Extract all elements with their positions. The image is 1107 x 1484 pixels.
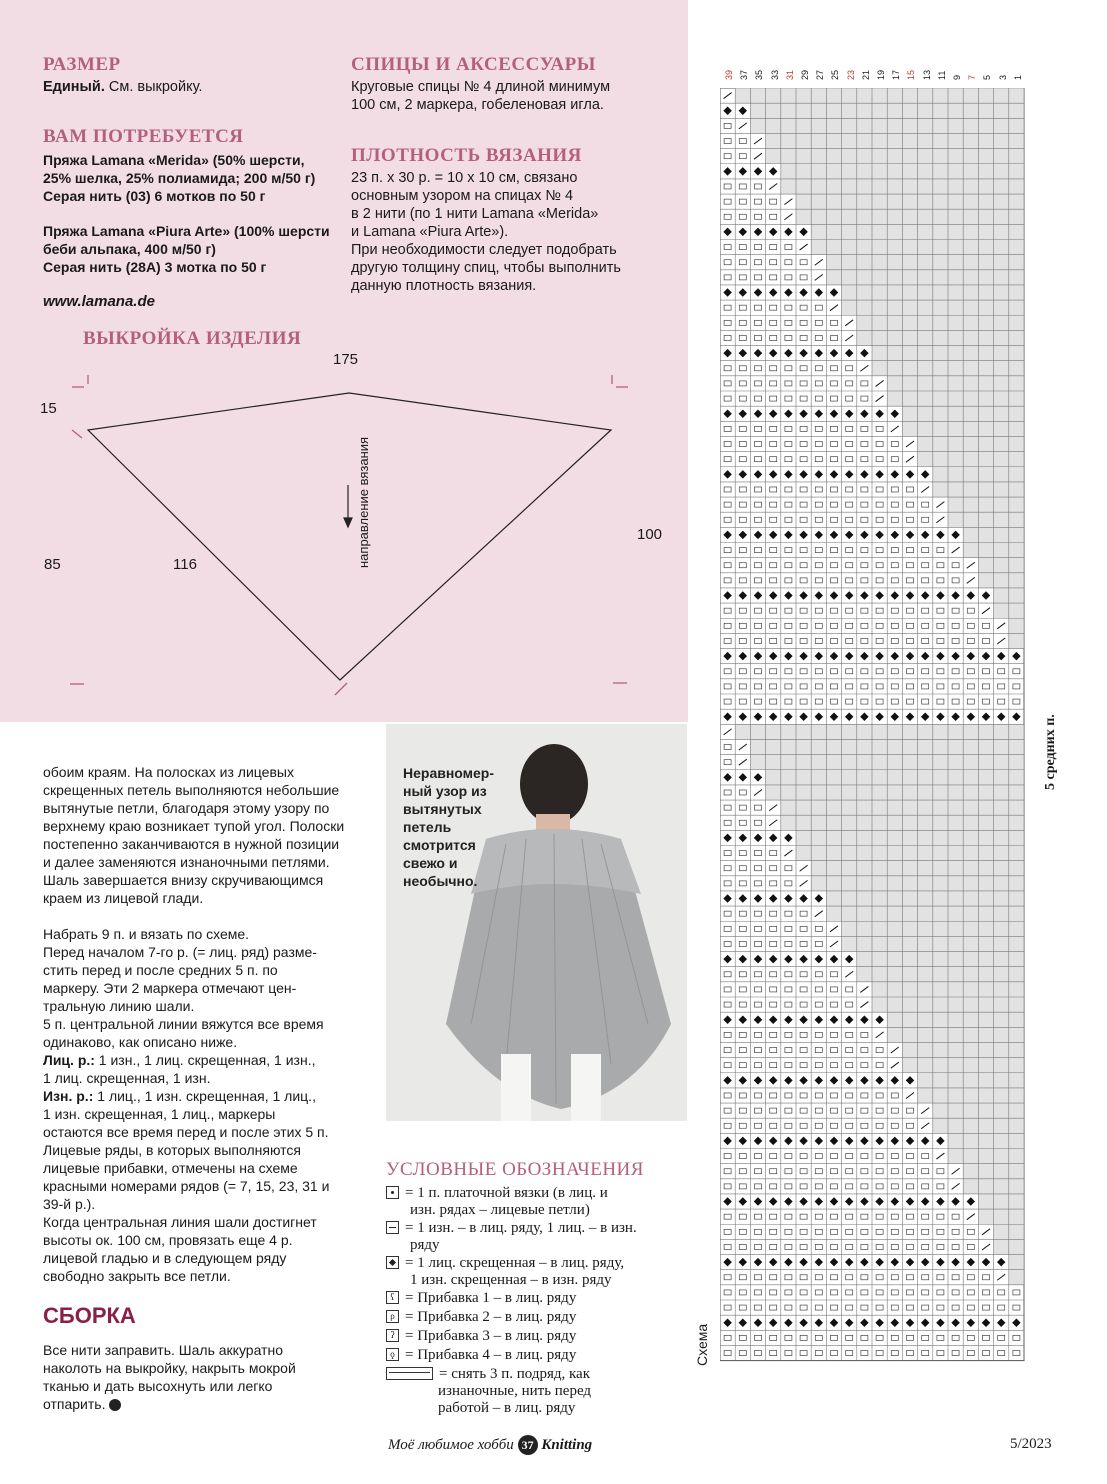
pattern-heading: ВЫКРОЙКА ИЗДЕЛИЯ (83, 328, 302, 349)
body-line: обоим краям. На полосках из лицевых (43, 764, 294, 780)
size-note: См. выкройку. (104, 79, 203, 95)
body-line: Шаль завершается внизу скручивающимся (43, 872, 324, 888)
chart-side-label: 5 средних п. (1043, 714, 1058, 790)
yarn1-line: 25% шелка, 25% полиамида; 200 м/50 г) (43, 170, 316, 186)
slip-3-icon (386, 1367, 433, 1380)
assembly-line: Все нити заправить. Шаль аккуратно (43, 1342, 283, 1358)
chart-row-number: 35 (754, 69, 765, 80)
gauge-line: 23 п. х 30 р. = 10 х 10 см, связано (351, 170, 578, 186)
body-line: одинаково, как описано ниже. (43, 1034, 238, 1050)
chart-empty-cell (887, 1027, 1024, 1042)
needles-line: 100 см, 2 маркера, гобеленовая игла. (351, 97, 604, 113)
chart-empty-cell (978, 558, 1024, 573)
chart-empty-cell (826, 906, 1024, 921)
chart-row-number: 27 (815, 69, 826, 80)
size-heading: РАЗМЕР (43, 54, 121, 75)
chart-row-number: 13 (921, 69, 932, 80)
legend-item-garter: = 1 п. платочной вязки (в лиц. и изн. рядах – лицевые петли) (386, 1185, 608, 1219)
gauge-line: При необходимости следует подобрать (351, 242, 617, 258)
chart-row-number: 19 (876, 69, 886, 80)
body-line: постепенно заканчиваются в нужной позиции (43, 836, 340, 852)
yarn2-line: Серая нить (28А) 3 мотка по 50 г (43, 259, 267, 275)
chart-empty-cell (857, 967, 1024, 982)
yarn2-line: Пряжа Lamana «Piura Arte» (100% шерсти (43, 223, 330, 239)
body-text (43, 763, 379, 1285)
chart-empty-cell (978, 573, 1024, 588)
chart-row-number: 39 (724, 69, 734, 80)
legend-item-purl: = 1 изн. – в лиц. ряду, 1 лиц. – в изн. ряду (386, 1220, 637, 1254)
chart-empty-cell (948, 1149, 1024, 1164)
pattern-diagram (0, 350, 688, 722)
yarn1-line: Пряжа Lamana «Merida» (50% шерсти, (43, 152, 305, 168)
chart-empty-cell (857, 315, 1024, 330)
website-link[interactable]: www.lamana.de (43, 293, 155, 310)
chart-empty-cell (826, 255, 1024, 270)
chart-title: Схема (694, 1323, 710, 1366)
shawl-outline (88, 393, 611, 680)
corner-marks (70, 375, 628, 695)
dim-left: 85 (44, 556, 61, 573)
purl-stitch-icon (386, 1221, 399, 1234)
chart-empty-cell (1009, 1270, 1024, 1285)
assembly-line: отпарить. (43, 1396, 106, 1412)
legend-item-increase-4: ϙ = Прибавка 4 – в лиц. ряду (386, 1347, 576, 1364)
body-line: Когда центральная линия шали достигнет (43, 1214, 317, 1230)
body-line: 1 изн. скрещенная, 1 лиц., маркеры (43, 1106, 276, 1122)
assembly-text (43, 1341, 379, 1413)
chart-empty-cell (796, 846, 1024, 861)
chart-empty-cell (796, 209, 1024, 224)
assembly-heading: СБОРКА (43, 1303, 136, 1328)
chart-empty-cell (735, 88, 1024, 103)
chart-row-number: 17 (891, 69, 902, 80)
chart-empty-cell (948, 1133, 1024, 1148)
garter-stitch-icon (386, 1186, 399, 1199)
gauge-line: и Lamana «Piura Arte»). (351, 224, 509, 240)
body-line: верхнему краю возникает тупой угол. Полоски (43, 818, 345, 834)
chart-row-number: 15 (906, 69, 917, 80)
chart-empty-cell (1009, 1255, 1024, 1270)
chart-row-number: 21 (860, 69, 871, 80)
assembly-line: тканью и дать высохнуть или легко (43, 1378, 273, 1394)
magazine-section: Knitting (541, 1437, 593, 1453)
increase-1-icon: ʕ (386, 1291, 399, 1304)
body-line: краем из лицевой глади. (43, 890, 204, 906)
photo-caption: Неравномер- ный узор из вытянутых петель смотрится свежо и необычно. (403, 765, 495, 889)
legend-item-slip: = снять 3 п. подряд, как изнаночные, нить перед работой – в лиц. ряду (386, 1366, 591, 1417)
chart-empty-cell (918, 1073, 1024, 1088)
direction-label: направление вязания (356, 436, 371, 568)
gauge-line: основным узором на спицах № 4 (351, 188, 574, 204)
rs-label: Лиц. р.: (43, 1052, 95, 1068)
dim-right: 100 (637, 526, 663, 543)
increase-3-icon: ʔ (386, 1329, 399, 1342)
body-line: лицевой гладью и в следующем ряду (43, 1250, 287, 1266)
legend-item-twisted: = 1 лиц. скрещенная – в лиц. ряду, 1 изн. скрещенная – в изн. ряду (386, 1255, 624, 1289)
dim-left-edge: 15 (40, 400, 57, 417)
body-line: маркеру. Эти 2 маркера отмечают цен- (43, 980, 297, 996)
gauge-line: данную плотность вязания. (351, 278, 537, 294)
body-line: красными номерами рядов (= 7, 15, 23, 31 и (43, 1178, 330, 1194)
chart-empty-cell (826, 270, 1024, 285)
body-line: 39-й р.). (43, 1196, 96, 1212)
magazine-name: Моё любимое хобби (388, 1437, 514, 1453)
chart-empty-cell (796, 194, 1024, 209)
body-line: скрещенных петель выполняются небольшие (43, 782, 340, 798)
yarn2-line: беби альпака, 400 м/50 г) (43, 241, 216, 257)
chart-row-number: 31 (784, 69, 795, 80)
model-photo (386, 724, 687, 1121)
chart-row-number: 5 (982, 74, 993, 80)
body-line: высоты ок. 100 см, провязать еще 4 р. (43, 1232, 293, 1248)
dim-top: 175 (333, 351, 359, 368)
legend-item-increase-1: ʕ = Прибавка 1 – в лиц. ряду (386, 1290, 576, 1307)
legend-item-increase-2: ρ = Прибавка 2 – в лиц. ряду (386, 1309, 576, 1326)
chart-empty-cell (766, 149, 1024, 164)
needles-heading: СПИЦЫ И АКСЕССУАРЫ (351, 54, 596, 75)
end-mark-icon (109, 1399, 121, 1411)
gauge-heading: ПЛОТНОСТЬ ВЯЗАНИЯ (351, 145, 582, 166)
chart-row-number: 25 (830, 69, 841, 80)
body-line: 1 лиц., 1 изн. скрещенная, 1 лиц., (93, 1088, 316, 1104)
chart-row-number: 9 (952, 74, 962, 80)
chart-empty-cell (826, 891, 1024, 906)
chart-row-number: 37 (739, 69, 750, 80)
dim-side: 116 (173, 556, 197, 573)
chart-row-number: 1 (1012, 74, 1023, 80)
body-line: 5 п. центральной линии вяжутся все время (43, 1016, 324, 1032)
chart-empty-cell (857, 330, 1024, 345)
knitting-chart (720, 88, 1030, 1363)
chart-row-number: 23 (845, 69, 856, 80)
gauge-section (351, 145, 621, 295)
size-value: Единый. (43, 79, 105, 95)
twisted-stitch-icon (386, 1256, 399, 1269)
chart-empty-cell (1009, 633, 1024, 648)
body-line: и далее заменяются изнаночными петлями. (43, 854, 330, 870)
materials-heading: ВАМ ПОТРЕБУЕТСЯ (43, 126, 244, 147)
chart-empty-cell (766, 133, 1024, 148)
legend-item-increase-3: ʔ = Прибавка 3 – в лиц. ряду (386, 1328, 576, 1345)
assembly-line: наколоть на выкройку, накрыть мокрой (43, 1360, 296, 1376)
chart-empty-cell (918, 436, 1024, 451)
size-section (43, 54, 202, 96)
body-line: свободно закрыть все петли. (43, 1268, 231, 1284)
ws-label: Изн. р.: (43, 1088, 94, 1104)
chart-empty-cell (887, 1012, 1024, 1027)
chart-row-number: 3 (997, 74, 1008, 80)
chart-empty-cell (918, 1088, 1024, 1103)
yarn1-line: Серая нить (03) 6 мотков по 50 г (43, 188, 266, 204)
body-line: 1 лиц. скрещенная, 1 изн. (43, 1070, 211, 1086)
chart-empty-cell (948, 497, 1024, 512)
chart-empty-cell (948, 512, 1024, 527)
body-line: стить перед и после средних 5 п. по (43, 962, 278, 978)
chart-row-number: 7 (967, 74, 978, 80)
chart-empty-cell (766, 770, 1024, 785)
chart-empty-cell (1009, 618, 1024, 633)
body-line: лицевые прибавки, отмечены на схеме (43, 1160, 298, 1176)
legend-heading: УСЛОВНЫЕ ОБОЗНАЧЕНИЯ (386, 1159, 644, 1180)
needles-section (351, 54, 610, 114)
footer-magazine (388, 1435, 592, 1455)
body-line: тральную линию шали. (43, 998, 195, 1014)
chart-row-number: 11 (936, 70, 947, 80)
chart-empty-cell (978, 1194, 1024, 1209)
chart-empty-cell (766, 785, 1024, 800)
chart-empty-cell (735, 724, 1024, 739)
issue-number: 5/2023 (1010, 1436, 1052, 1452)
chart-row-number: 33 (769, 69, 780, 80)
chart-row-number: 29 (800, 69, 810, 80)
body-line: Перед началом 7-го р. (= лиц. ряд) разме- (43, 944, 317, 960)
direction-arrow (344, 485, 352, 527)
body-line: остаются все время перед и после этих 5 п. (43, 1124, 329, 1140)
needles-line: Круговые спицы № 4 длиной минимум (351, 79, 611, 95)
body-line: Набрать 9 п. и вязать по схеме. (43, 926, 250, 942)
materials-section (43, 126, 330, 311)
body-line: Лицевые ряды, в которых выполняются (43, 1142, 301, 1158)
chart-empty-cell (796, 830, 1024, 845)
body-line: 1 изн., 1 лиц. скрещенная, 1 изн., (94, 1052, 316, 1068)
gauge-line: в 2 нити (по 1 нити Lamana «Merida» (351, 206, 599, 222)
chart-empty-cell (918, 452, 1024, 467)
chart-empty-cell (887, 376, 1024, 391)
chart-row-numbers (722, 64, 1032, 88)
chart-empty-cell (978, 1209, 1024, 1224)
page-number: 37 (518, 1435, 538, 1455)
gauge-line: другую толщину спиц, чтобы выполнить (351, 260, 621, 276)
increase-4-icon: ϙ (386, 1348, 399, 1361)
chart-empty-cell (857, 952, 1024, 967)
chart-empty-cell (887, 391, 1024, 406)
increase-2-icon: ρ (386, 1310, 399, 1323)
body-line: вытянутые петли, благодаря этому узору по (43, 800, 330, 816)
